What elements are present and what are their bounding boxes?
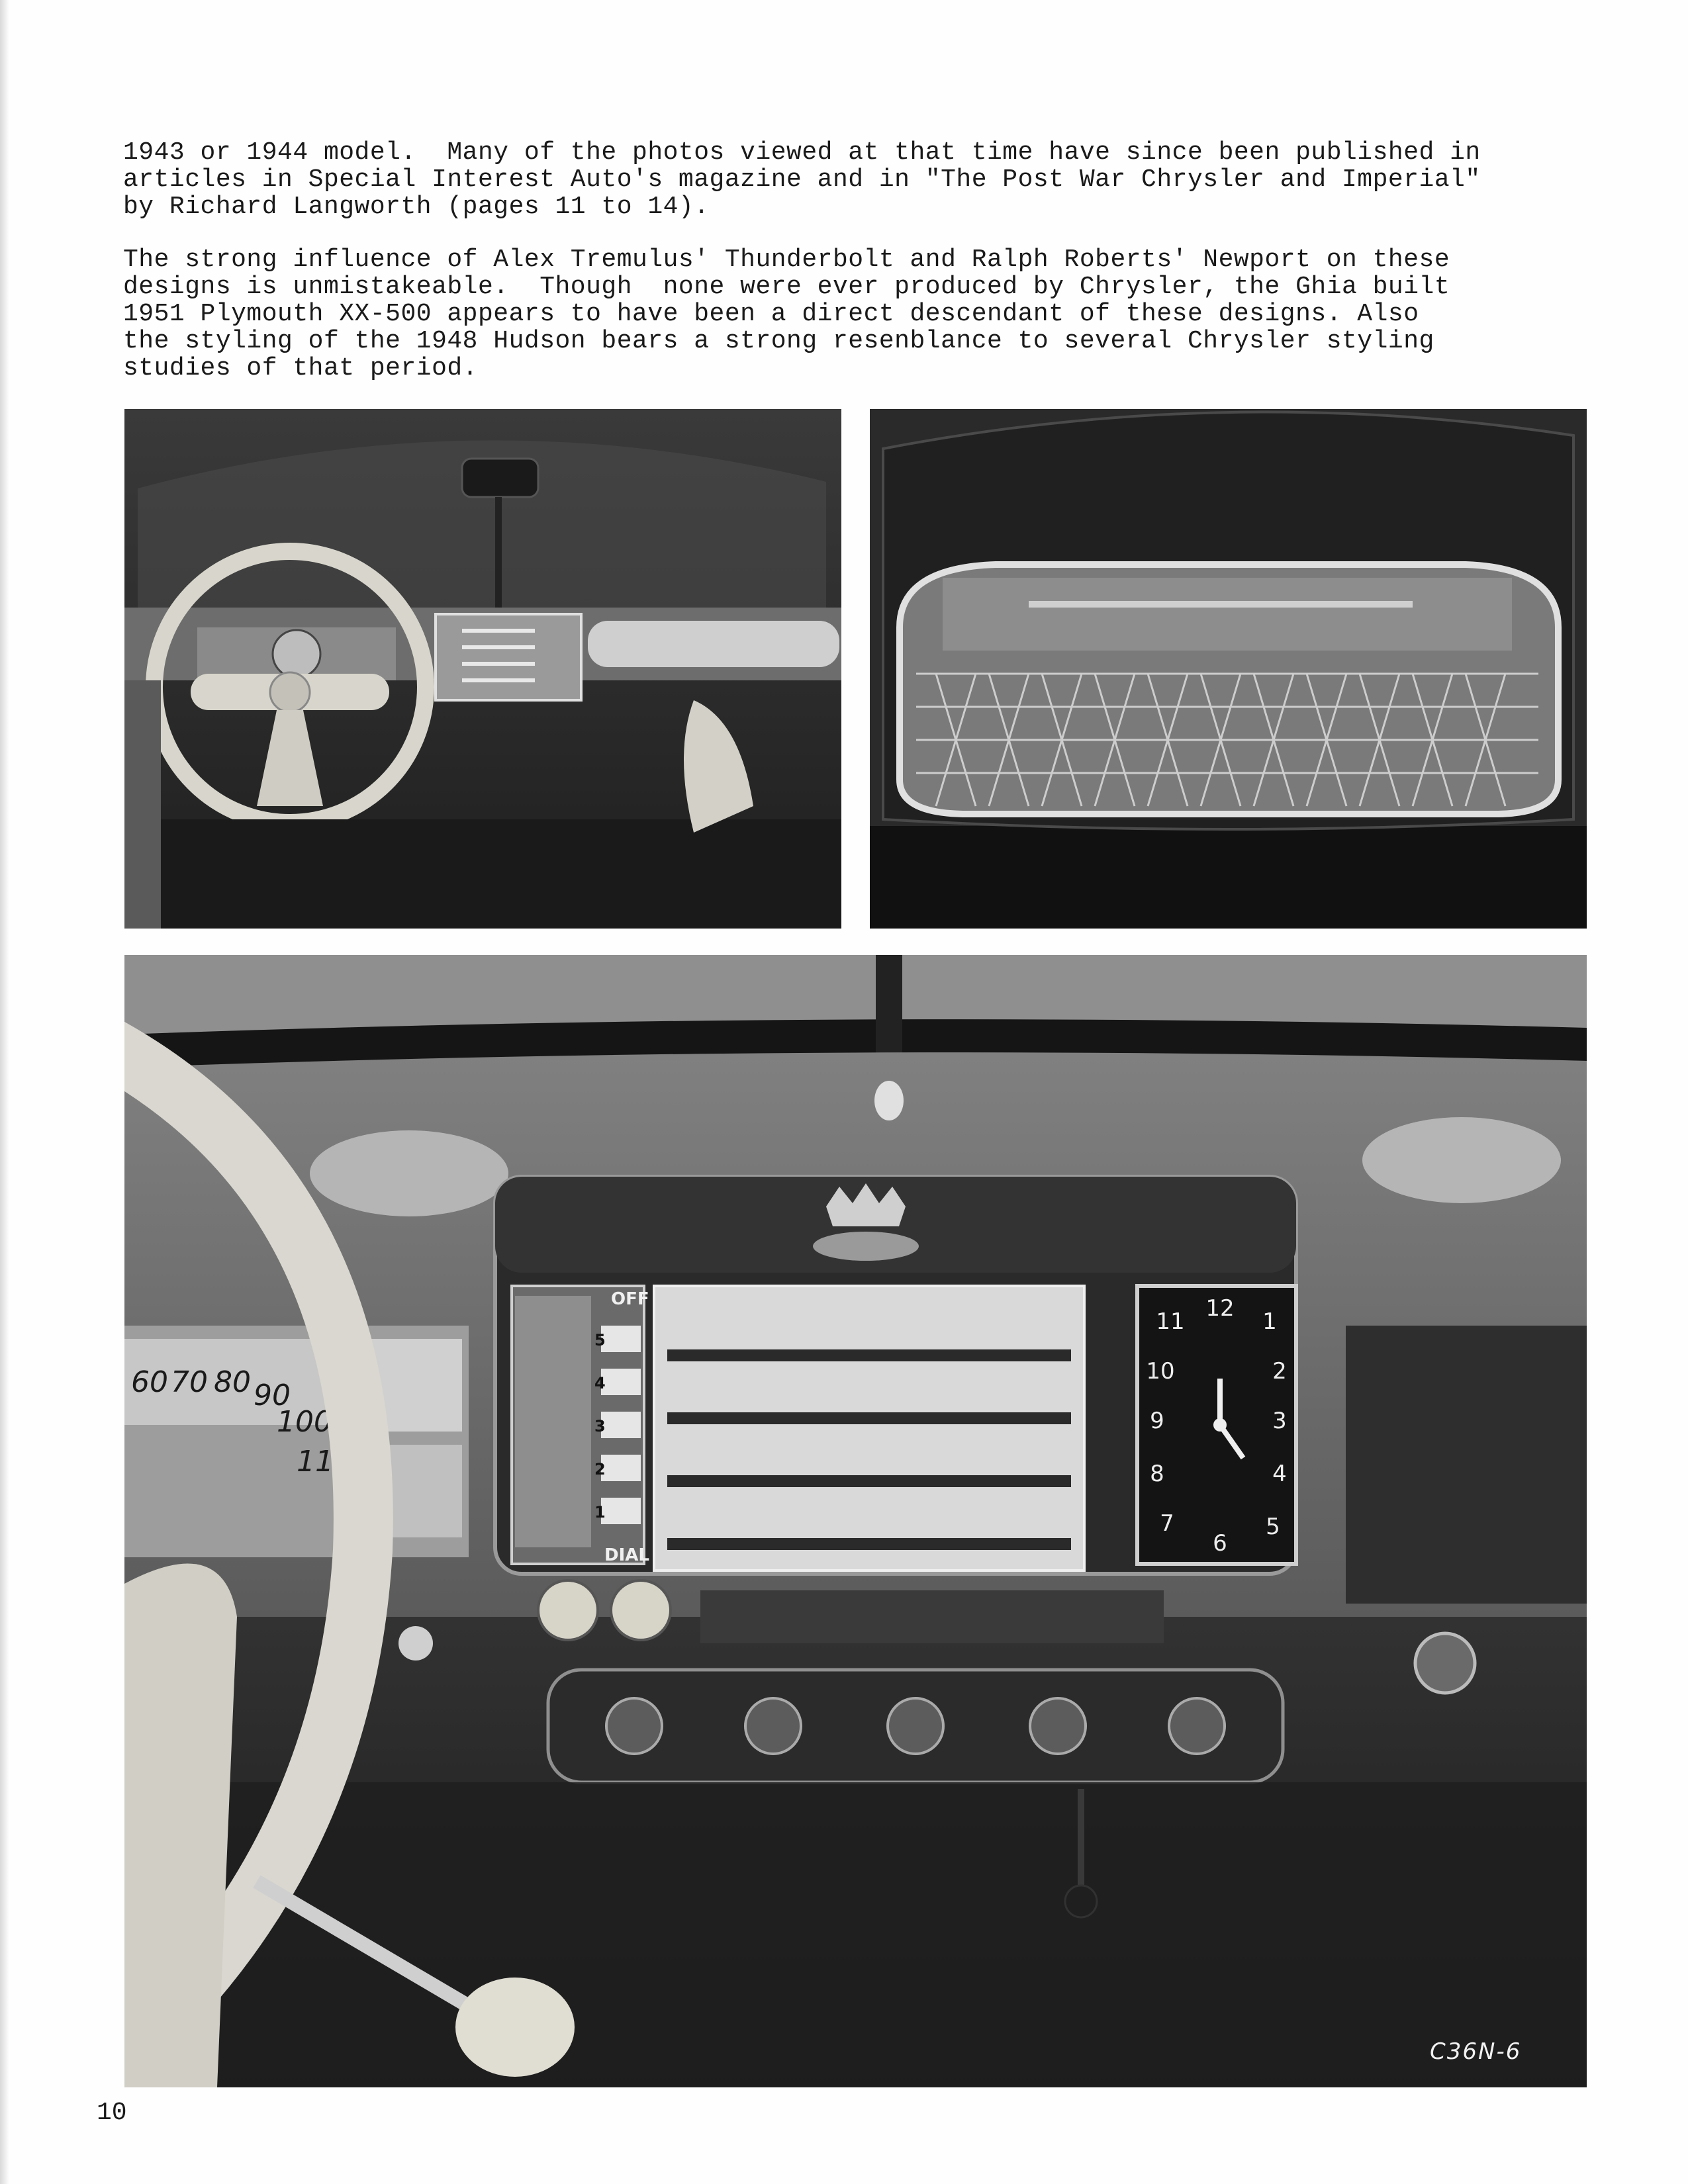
scan-edge	[0, 0, 9, 2184]
radio-and-clock-photo	[124, 955, 1587, 2087]
preset-number: 3	[594, 1417, 606, 1435]
dashboard-interior-image	[124, 409, 841, 929]
preset-number: 2	[594, 1460, 606, 1479]
clock-numeral: 6	[1213, 1530, 1227, 1557]
page-number: 10	[97, 2099, 127, 2127]
preset-number: 4	[594, 1374, 606, 1392]
clock-numeral: 12	[1205, 1295, 1235, 1322]
clock-numeral: 5	[1266, 1514, 1280, 1540]
netted-compartment-photo	[870, 409, 1587, 929]
clock-numeral: 10	[1146, 1358, 1175, 1385]
speedometer-number: 110	[297, 1445, 352, 1479]
radio-clock-closeup-image	[124, 955, 1587, 2087]
speedometer-number: 80	[214, 1365, 251, 1399]
steering-wheel-dashboard-photo	[124, 409, 841, 929]
clock-numeral: 11	[1156, 1308, 1185, 1335]
netted-compartment-image	[870, 409, 1587, 929]
speedometer-number: 100	[277, 1405, 332, 1439]
clock-numeral: 1	[1262, 1308, 1277, 1335]
radio-dial-label: DIAL	[604, 1545, 649, 1565]
clock-numeral: 2	[1272, 1358, 1287, 1385]
clock-numeral: 4	[1272, 1461, 1287, 1487]
paragraph-influence: The strong influence of Alex Tremulus' Thunderbolt and Ralph Roberts' Newport on these designs is unmistakeable. Though none were ever produced by Chrysler, the Ghia built 1951 Plymouth XX-500 appears to have been a direct descendant of these designs. Also the styling of the 1948 Hudson bears a strong resenblance to several Chrysler styling studies of that period.	[123, 246, 1450, 383]
paragraph-intro: 1943 or 1944 model. Many of the photos viewed at that time have since been published in articles in Special Interest Auto's magazine and in "The Post War Chrysler and Imperial" by Richard Langworth (pages 11 to 14).	[123, 138, 1481, 221]
radio-off-label: OFF	[611, 1289, 649, 1309]
preset-number: 5	[594, 1331, 606, 1349]
negative-code: C36N-6	[1430, 2038, 1522, 2065]
clock-numeral: 3	[1272, 1408, 1287, 1434]
clock-numeral: 9	[1150, 1408, 1164, 1434]
speedometer-number: 60	[131, 1365, 168, 1399]
clock-numeral: 7	[1160, 1510, 1174, 1537]
preset-number: 1	[594, 1503, 606, 1522]
clock-numeral: 8	[1150, 1461, 1164, 1487]
speedometer-number: 90	[254, 1379, 291, 1412]
speedometer-number: 70	[171, 1365, 208, 1399]
